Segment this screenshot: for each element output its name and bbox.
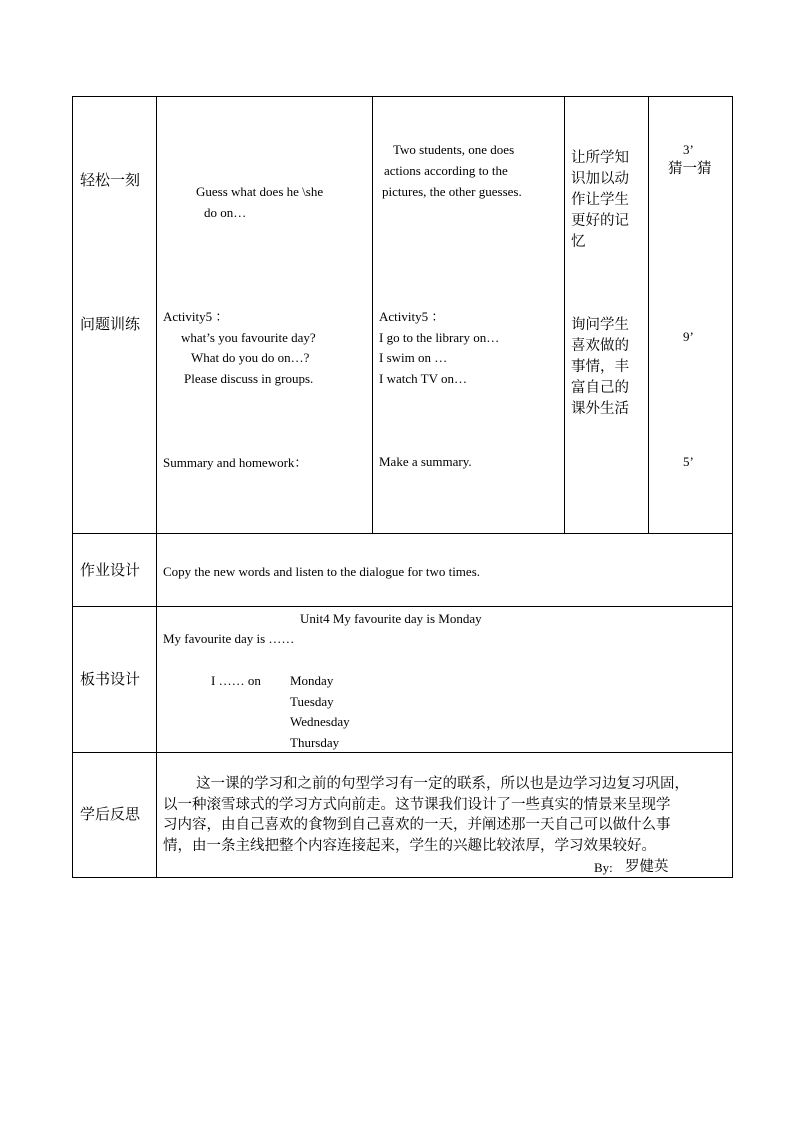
relax-activity-line: do on…	[204, 205, 247, 220]
relax-student-line: pictures, the other guesses.	[382, 184, 522, 199]
relax-purpose-line: 让所学知	[571, 150, 629, 166]
section-label-relax: 轻松一刻	[80, 171, 141, 189]
board-day: Thursday	[290, 735, 340, 750]
board-line1: My favourite day is ……	[163, 631, 295, 646]
practice-student-line: Activity5 ：	[379, 309, 445, 324]
practice-time: 9’	[683, 329, 694, 344]
relax-purpose-line: 更好的记	[571, 213, 629, 229]
summary-student: Make a summary.	[379, 454, 472, 469]
section-label-board: 板书设计	[80, 670, 141, 688]
relax-student-line: actions according to the	[384, 163, 508, 178]
relax-time-note: 猜一猜	[668, 161, 712, 177]
relax-student-line: Two students, one does	[393, 142, 515, 157]
reflection-line: 这一课的学习和之前的句型学习有一定的联系，所以也是边学习边复习巩固，	[196, 776, 689, 792]
section-label-homework: 作业设计	[80, 561, 141, 579]
board-day: Wednesday	[290, 714, 350, 729]
reflection-line: 以一种滚雪球式的学习方式向前走。这节课我们设计了一些真实的情景来呈现学	[163, 797, 671, 813]
signature-name: 罗健英	[625, 859, 669, 875]
practice-activity-line: what’s you favourite day?	[181, 330, 316, 345]
board-day: Monday	[290, 673, 334, 688]
homework-content: Copy the new words and listen to the dialogue for two times.	[163, 564, 481, 579]
section-label-reflection: 学后反思	[80, 805, 141, 823]
summary-activity: Summary and homework：	[163, 455, 308, 470]
practice-student-line: I watch TV on…	[379, 371, 467, 386]
board-title: Unit4 My favourite day is Monday	[300, 611, 482, 626]
relax-time: 3’	[683, 142, 694, 157]
relax-purpose-line: 作让学生	[571, 192, 629, 208]
relax-activity-line: Guess what does he \she	[196, 184, 324, 199]
board-line2-prefix: I …… on	[211, 673, 261, 688]
practice-purpose-line: 喜欢做的	[571, 338, 629, 354]
signature-prefix: By:	[594, 860, 613, 875]
board-day: Tuesday	[290, 694, 334, 709]
section-label-practice: 问题训练	[80, 315, 141, 333]
relax-purpose-line: 忆	[571, 234, 586, 250]
practice-activity-line: What do you do on…?	[191, 350, 310, 365]
practice-purpose-line: 事情，丰	[571, 359, 629, 375]
reflection-line: 情，由一条主线把整个内容连接起来，学生的兴趣比较浓厚，学习效果较好。	[163, 838, 656, 854]
reflection-line: 习内容，由自己喜欢的食物到自己喜欢的一天，并阐述那一天自己可以做什么事	[163, 817, 671, 833]
practice-student-line: I go to the library on…	[379, 330, 500, 345]
practice-activity-line: Activity5 ：	[163, 309, 229, 324]
practice-purpose-line: 富自己的	[571, 380, 629, 396]
practice-purpose-line: 课外生活	[571, 401, 629, 417]
practice-student-line: I swim on …	[379, 350, 448, 365]
summary-time: 5’	[683, 454, 694, 469]
practice-purpose-line: 询问学生	[571, 317, 629, 333]
relax-purpose-line: 识加以动	[571, 171, 629, 187]
practice-activity-line: Please discuss in groups.	[184, 371, 314, 386]
